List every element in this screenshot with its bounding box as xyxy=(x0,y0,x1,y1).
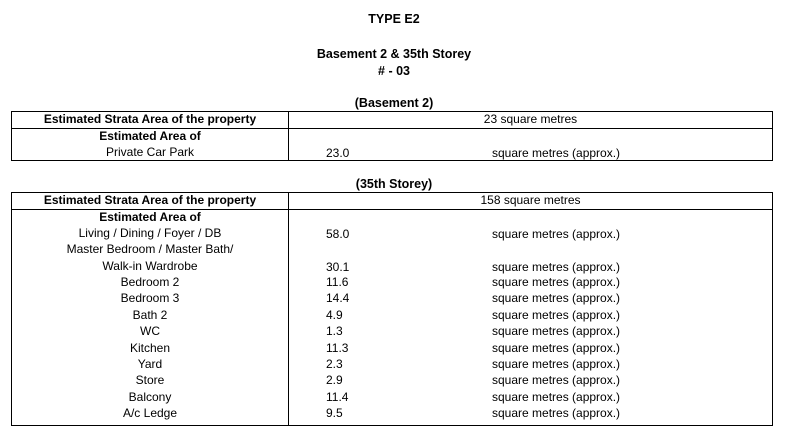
basement-area-table xyxy=(11,111,773,161)
estimated-area-label: Estimated Area of xyxy=(99,129,201,143)
storey-title: Basement 2 & 35th Storey xyxy=(316,47,472,61)
room-label: Store xyxy=(135,373,165,388)
room-area-unit: square metres (approx.) xyxy=(492,373,621,388)
basement-heading: (Basement 2) xyxy=(354,96,434,110)
room-label: Living / Dining / Foyer / DB xyxy=(78,226,222,240)
room-area-unit: square metres (approx.) xyxy=(492,260,621,274)
room-row xyxy=(12,324,772,340)
strata-area-label: Estimated Strata Area of the property xyxy=(43,193,257,207)
room-area-value: 9.5 xyxy=(326,406,343,421)
room-area-value: 23.0 xyxy=(326,146,350,160)
car-park-row xyxy=(12,129,772,161)
master-bedroom-row xyxy=(12,242,772,274)
room-area-value: 14.4 xyxy=(326,291,350,306)
room-area-value: 2.9 xyxy=(326,373,343,388)
room-area-unit: square metres (approx.) xyxy=(492,389,621,404)
room-area-value: 30.1 xyxy=(326,260,350,274)
room-label: Balcony xyxy=(128,389,172,404)
room-area-unit: square metres (approx.) xyxy=(492,340,621,355)
room-row xyxy=(12,291,772,307)
room-area-unit: square metres (approx.) xyxy=(492,324,621,339)
room-label-continued: Walk-in Wardrobe xyxy=(102,259,198,273)
room-area-unit: square metres (approx.) xyxy=(492,146,621,160)
type-title: TYPE E2 xyxy=(368,12,420,26)
room-row xyxy=(12,373,772,389)
room-label: Private Car Park xyxy=(105,145,195,159)
room-area-value: 4.9 xyxy=(326,307,343,322)
room-area-unit: square metres (approx.) xyxy=(492,227,621,241)
storey-heading: (35th Storey) xyxy=(355,177,433,191)
room-label: Kitchen xyxy=(129,340,171,355)
room-area-value: 2.3 xyxy=(326,357,343,371)
room-area-value: 58.0 xyxy=(326,227,350,241)
strata-area-value: 23 square metres xyxy=(483,112,578,126)
room-area-unit: square metres (approx.) xyxy=(492,357,621,371)
room-row xyxy=(12,308,772,324)
room-area-value: 11.4 xyxy=(326,389,349,404)
strata-area-value: 158 square metres xyxy=(480,193,581,207)
strata-area-row xyxy=(12,112,772,129)
room-area-unit: square metres (approx.) xyxy=(492,307,621,322)
room-area-value: 1.3 xyxy=(326,324,343,339)
room-row xyxy=(12,406,772,422)
room-label: A/c Ledge xyxy=(122,406,178,421)
unit-number: # - 03 xyxy=(378,64,410,78)
room-row xyxy=(12,275,772,291)
estimated-area-label: Estimated Area of xyxy=(99,210,201,224)
room-label: WC xyxy=(140,324,160,339)
room-label: Master Bedroom / Master Bath/ xyxy=(66,242,234,256)
room-label: Yard xyxy=(137,357,163,371)
living-row xyxy=(12,210,772,242)
room-area-unit: square metres (approx.) xyxy=(492,406,621,421)
storey-area-table xyxy=(11,192,773,426)
room-label: Bedroom 2 xyxy=(120,275,180,289)
room-label: Bedroom 3 xyxy=(120,291,180,306)
room-row xyxy=(12,357,772,373)
strata-area-row xyxy=(12,193,772,210)
room-area-unit: square metres (approx.) xyxy=(492,291,621,306)
room-row xyxy=(12,341,772,357)
room-label: Bath 2 xyxy=(132,307,168,322)
room-area-value: 11.6 xyxy=(326,275,349,289)
strata-area-label: Estimated Strata Area of the property xyxy=(43,112,257,126)
room-area-unit: square metres (approx.) xyxy=(492,275,621,289)
room-row xyxy=(12,390,772,406)
room-area-value: 11.3 xyxy=(326,340,349,355)
